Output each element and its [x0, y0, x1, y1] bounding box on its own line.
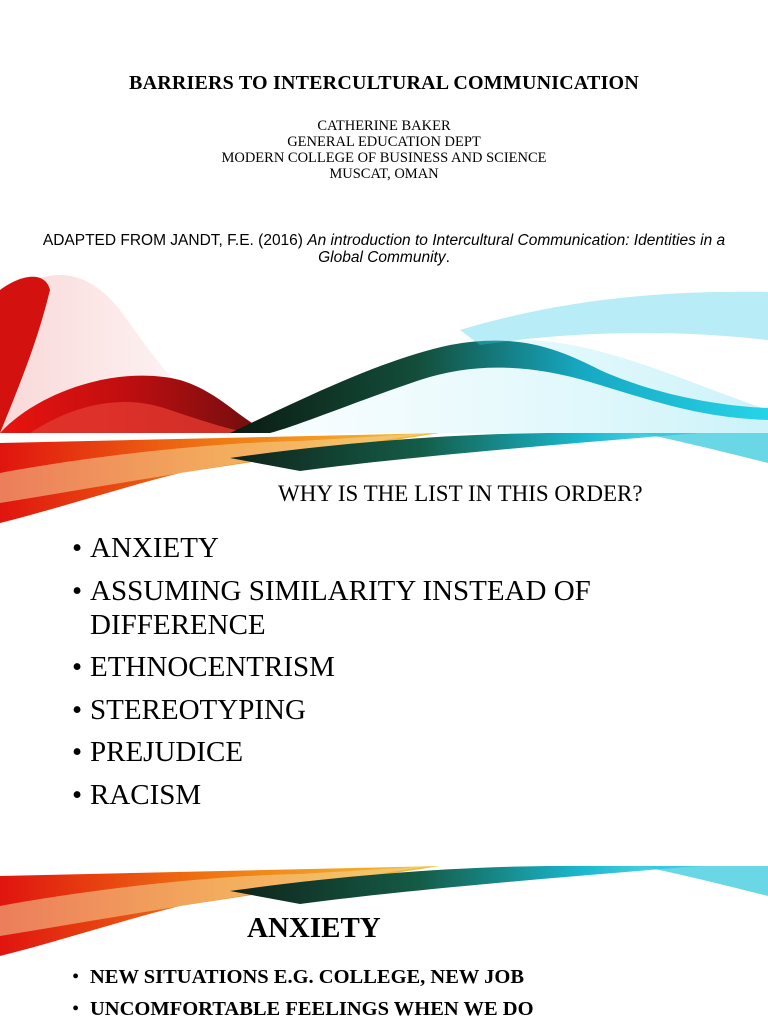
bullet: • [72, 998, 80, 1020]
bullet: • [72, 966, 80, 988]
author-department: GENERAL EDUCATION DEPT [287, 134, 481, 150]
citation-prefix: ADAPTED FROM JANDT, F.E. (2016) [42, 232, 308, 249]
slide-title: WHY IS THE LIST IN THIS ORDER? [278, 481, 643, 506]
bullet: • [72, 736, 83, 768]
barriers-list [72, 531, 712, 820]
list-item [72, 650, 712, 684]
anxiety-list [72, 964, 732, 1024]
bullet: • [72, 532, 83, 564]
list-item-text: PREJUDICE [90, 736, 244, 768]
list-item-text: ASSUMING SIMILARITY INSTEAD OF DIFFERENCE [90, 574, 591, 641]
list-item [72, 996, 732, 1022]
author-block [0, 118, 768, 182]
list-item-text: UNCOMFORTABLE FEELINGS WHEN WE DO [90, 998, 534, 1020]
bullet: • [72, 574, 83, 607]
list-item-text: ANXIETY [90, 532, 219, 564]
anxiety-slide [0, 866, 768, 1024]
title-slide [0, 0, 768, 433]
bullet: • [72, 778, 83, 811]
list-item [72, 964, 732, 990]
bullet: • [72, 651, 83, 683]
list-item [72, 693, 712, 727]
list-item [72, 735, 712, 769]
list-item [72, 574, 712, 642]
author-name: CATHERINE BAKER [317, 118, 451, 134]
citation-suffix: . [445, 249, 450, 266]
list-item [72, 778, 712, 812]
author-location: MUSCAT, OMAN [329, 166, 439, 182]
list-item-text: NEW SITUATIONS E.G. COLLEGE, NEW JOB [90, 966, 525, 988]
swoosh-decoration [0, 866, 768, 961]
slide-title: BARRIERS TO INTERCULTURAL COMMUNICATION [129, 72, 639, 94]
list-item-text: STEREOTYPING [90, 693, 306, 726]
swoosh-decoration [0, 270, 768, 433]
author-college: MODERN COLLEGE OF BUSINESS AND SCIENCE [221, 150, 547, 166]
list-slide [0, 433, 768, 866]
list-item-text: RACISM [90, 778, 202, 811]
adapted-from-citation [0, 232, 768, 266]
citation-book-title: An introduction to Intercultural Communication: Identities in a Global Community [307, 232, 726, 266]
list-item-text: ETHNOCENTRISM [90, 651, 335, 683]
slide-title: ANXIETY [247, 912, 381, 944]
bullet: • [72, 693, 83, 726]
list-item [72, 531, 712, 565]
